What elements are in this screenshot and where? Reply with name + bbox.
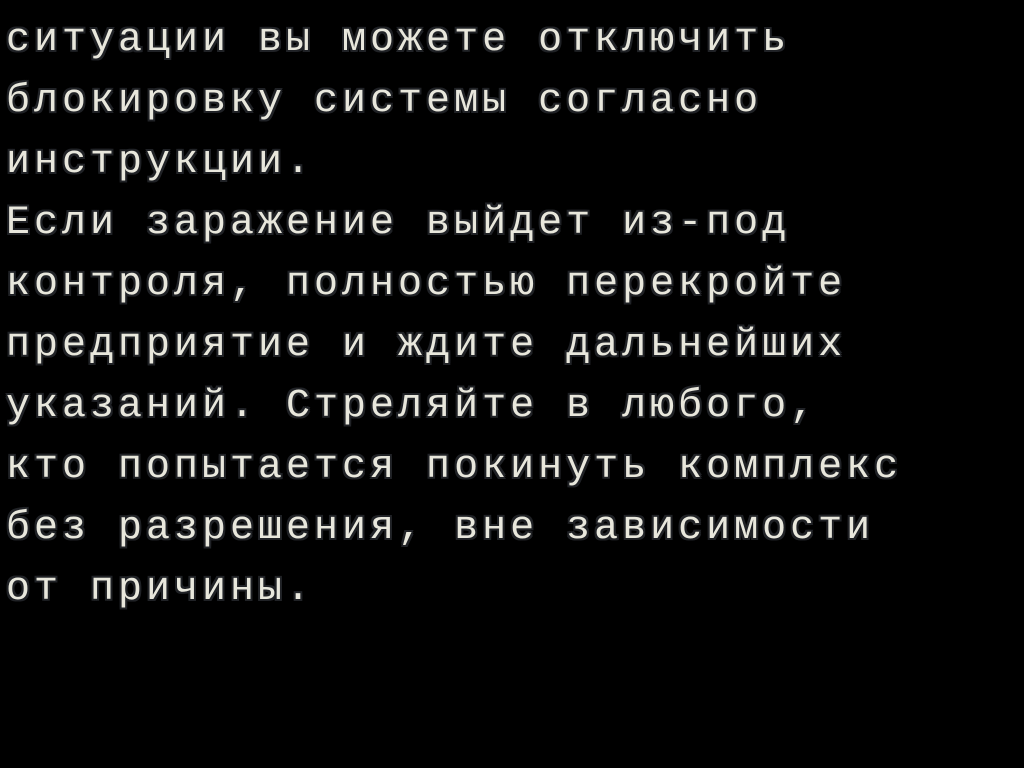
dialog-line-10: от причины. xyxy=(6,567,315,612)
dialog-line-4: Если заражение выйдет из-под xyxy=(6,201,791,246)
dialog-line-6: предприятие и ждите дальнейших xyxy=(6,323,847,368)
dialog-line-5: контроля, полностью перекройте xyxy=(6,262,847,307)
dialog-line-2: блокировку системы согласно xyxy=(6,79,763,124)
dialog-line-8: кто попытается покинуть комплекс xyxy=(6,445,903,490)
dialog-line-1: ситуации вы можете отключить xyxy=(6,18,791,63)
dialog-line-7: указаний. Стреляйте в любого, xyxy=(6,384,819,429)
dialog-line-3: инструкции. xyxy=(6,140,315,185)
dialog-text xyxy=(6,10,1022,620)
dialog-line-9: без разрешения, вне зависимости xyxy=(6,506,875,551)
